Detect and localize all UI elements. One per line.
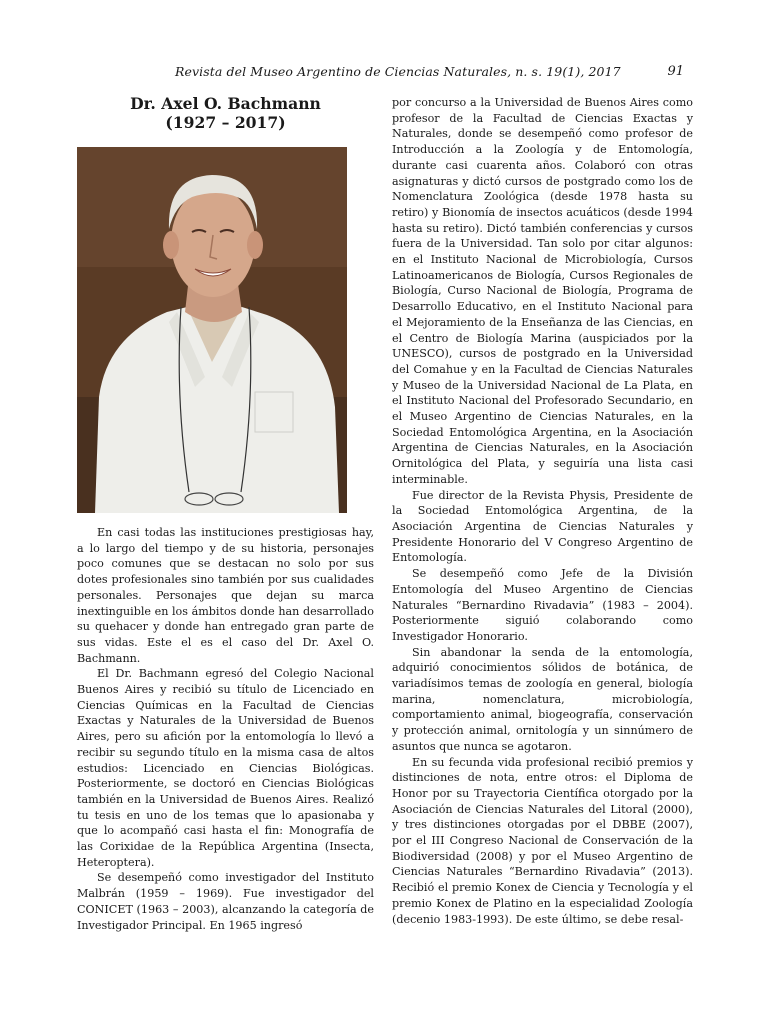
page-number: 91 (667, 64, 684, 79)
portrait-photo (77, 147, 347, 513)
paragraph-career-start: Se desempeñó como investigador del Instituto Malbrán (1959 – 1969). Fue investigador del CONICET (1963 – 2003), alcanzando la categoría de Investigador Principal. En 1965 ingresó (77, 871, 374, 932)
paragraph-teaching: por concurso a la Universidad de Buenos Aires como profesor de la Facultad de Ciencias Exactas y Naturales, donde se desempeñó como profesor de Introducción a la Zoología y de Entomología, durante casi cuarenta años. Colaboró con otras asignaturas y dictó cursos de postgrado como los de Nomenclatura Zoológica (desde 1978 hasta su retiro) y Bionomía de insectos acuáticos (desde 1994 hasta su retiro). Dictó también conferencias y cursos fuera de la Universidad. Tan solo por citar algunos: en el Instituto Nacional de Microbiología, Cursos Latinoamericanos de Biología, Cursos Regionales de Biología, Curso Nacional de Biología, Programa de Desarrollo Educativo, en el Instituto Nacional para el Mejoramiento de la Enseñanza de las Ciencias, en el Centro de Biología Marina (auspiciados por la UNESCO), cursos de postgrado en la Universidad del Comahue y en la Facultad de Ciencias Naturales y Museo de la Universidad Nacional de La Plata, en el Instituto Nacional del Profesorado Secundario, en el Museo Argentino de Ciencias Naturales, en la Sociedad Entomológica Argentina, en la Asociación Argentina de Ciencias Naturales, en la Asociación Ornitológica del Plata, y seguiría una lista casi interminable. (392, 96, 693, 486)
left-column (77, 94, 374, 933)
title-dates: (1927 – 2017) (165, 113, 286, 132)
title-name: Dr. Axel O. Bachmann (130, 94, 321, 113)
paragraph-director: Fue director de la Revista Physis, Presidente de la Sociedad Entomológica Argentina, de la Asociación Argentina de Ciencias Naturales y Presidente Honorario del V Congreso Argentino de Entomología. (392, 488, 693, 565)
portrait-illustration (77, 147, 347, 513)
right-column (392, 95, 693, 927)
paragraph-interests: Sin abandonar la senda de la entomología, adquirió conocimientos sólidos de botánica, de variadísimos temas de zoología en general, biología marina, nomenclatura, microbiología, comportamiento animal, biogeografía, conservación y protección animal, ornitología y un sinnúmero de asuntos que nunca se agotaron. (392, 645, 693, 753)
journal-citation: Revista del Museo Argentino de Ciencias Naturales, n. s. 19(1), 2017 (175, 64, 621, 79)
article-title (77, 94, 374, 132)
paragraph-awards: En su fecunda vida profesional recibió premios y distinciones de nota, entre otros: el Diploma de Honor por su Trayectoria Científica otorgado por la Asociación de Ciencias Naturales del Litoral (2000), y tres distinciones otorgadas por el DBBE (2007), por el III Congreso Nacional de Conservación de la Biodiversidad (2008) y por el Museo Argentino de Ciencias Naturales “Bernardino Rivadavia” (2013). Recibió el premio Konex de Ciencia y Tecnología y el premio Konex de Platino en la especialidad Zoología (decenio 1983-1993). De este último, se debe resal- (392, 755, 693, 926)
paragraph-intro: En casi todas las instituciones prestigiosas hay, a lo largo del tiempo y de su historia, personajes poco comunes que se destacan no solo por sus dotes profesionales sino también por sus cualidades personales. Personajes que dejan su marca inextinguible en los ámbitos donde han desarrollado su quehacer y donde han entregado gran parte de sus vidas. Este el es el caso del Dr. Axel O. Bachmann. (77, 526, 374, 665)
paragraph-museum-head: Se desempeñó como Jefe de la División Entomología del Museo Argentino de Ciencias Naturales “Bernardino Rivadavia” (1983 – 2004). Posteriormente siguió colaborando como Investigador Honorario. (392, 567, 693, 643)
running-head (0, 64, 768, 84)
paragraph-education: El Dr. Bachmann egresó del Colegio Nacional Buenos Aires y recibió su título de Licenciado en Ciencias Químicas en la Facultad de Ciencias Exactas y Naturales de la Universidad de Buenos Aires, pero su afición por la entomología lo llevó a recibir su segundo título en la misma casa de altos estudios: Licenciado en Ciencias Biológicas. Posteriormente, se doctoró en Ciencias Biológicas también en la Universidad de Buenos Aires. Realizó tu tesis en uno de los temas que lo apasionaba y que lo acompañó casi hasta el fin: Monografía de las Corixidae de la República Argentina (Insecta, Heteroptera). (77, 667, 374, 869)
